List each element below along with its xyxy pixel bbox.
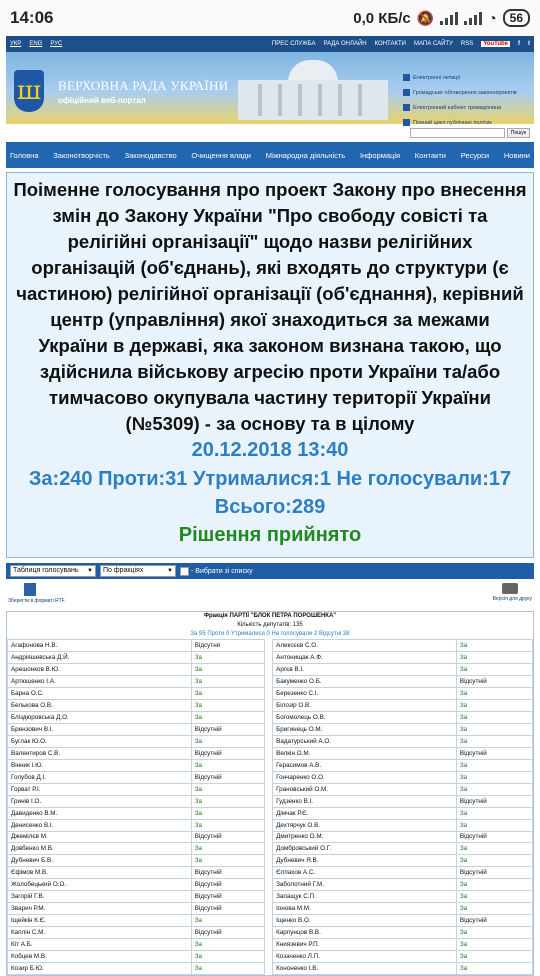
deputy-vote: Відсутній (191, 747, 265, 759)
column-gap (265, 915, 273, 927)
table-row (8, 819, 533, 831)
cabinet-icon (403, 104, 410, 111)
status-bar (0, 0, 540, 36)
table-row (8, 915, 533, 927)
deputy-name: Березенко С.І. (273, 687, 457, 699)
deputy-vote: За (456, 963, 532, 975)
column-gap (265, 771, 273, 783)
deputy-vote: За (456, 951, 532, 963)
deputy-vote: За (456, 735, 532, 747)
link-press-service[interactable]: ПРЕС СЛУЖБА (271, 41, 316, 47)
table-row (8, 651, 533, 663)
deputy-vote: За (456, 807, 532, 819)
deputy-vote: Відсутній (456, 831, 532, 843)
deputy-name: Андріяшевська Д.Й. (8, 651, 192, 663)
table-row (8, 831, 533, 843)
table-row (8, 723, 533, 735)
table-row (8, 963, 533, 975)
deputy-vote: Відсутній (191, 927, 265, 939)
status-time: 14:06 (10, 8, 54, 27)
column-gap (265, 951, 273, 963)
table-row (8, 855, 533, 867)
vote-title: Поіменне голосування про проект Закону про внесення змін до Закону України "Про свободу совісті та релігійні організації" щодо назви релігійних організацій (об'єднань), які входять до структури (є частиною) релігійної організації (об'єднання), керівний центр (управління) якої знаходиться за межами України в державі, яка законом визнана такою, що здійснила військову агресію проти України та/або тимчасово окупувала частину території України (№5309) - за основу та в цілому (13, 179, 527, 434)
table-row (8, 891, 533, 903)
column-gap (265, 843, 273, 855)
deputy-name: Агафонова Н.В. (8, 640, 192, 652)
table-row (8, 927, 533, 939)
deputy-vote: За (456, 903, 532, 915)
deputy-vote: За (456, 771, 532, 783)
main-nav (6, 142, 534, 168)
column-gap (265, 711, 273, 723)
deputy-name: Дімчак Р.Є. (273, 807, 457, 819)
wifi-icon: ◔ (488, 10, 497, 26)
table-row (8, 795, 533, 807)
deputy-vote: За (456, 927, 532, 939)
deputy-name: Голубов Д.І. (8, 771, 192, 783)
deputy-name: Іонова М.М. (273, 903, 457, 915)
deputy-vote: За (191, 807, 265, 819)
search-input[interactable] (410, 128, 505, 138)
signal-icon (440, 11, 458, 25)
quick-link-cabinet[interactable]: Електронний кабінет громадянина (403, 100, 534, 115)
column-gap (265, 939, 273, 951)
deputy-name: Білозір О.В. (273, 699, 457, 711)
table-row (8, 903, 533, 915)
site-container (6, 36, 534, 976)
faction-header (7, 612, 533, 639)
print-version-link[interactable]: Версія для друку (472, 583, 532, 602)
votes-table (7, 639, 533, 975)
link-contacts[interactable]: КОНТАКТИ (374, 41, 406, 47)
deputy-name: Кіт А.Б. (8, 939, 192, 951)
deputy-vote: Відсутній (456, 675, 532, 687)
quick-links (403, 70, 534, 130)
deputy-vote: За (191, 711, 265, 723)
chevron-down-icon: ▼ (87, 568, 93, 574)
column-gap (265, 831, 273, 843)
column-gap (265, 927, 273, 939)
deputy-vote: За (191, 783, 265, 795)
deputy-vote: За (191, 963, 265, 975)
youtube-link[interactable]: YouTube (483, 41, 508, 47)
table-row (8, 663, 533, 675)
deputy-vote: Відсутній (456, 915, 532, 927)
column-gap (265, 855, 273, 867)
deputy-vote: За (191, 951, 265, 963)
deputy-vote: Відсутній (456, 867, 532, 879)
column-gap (265, 747, 273, 759)
deputy-vote: За (456, 723, 532, 735)
deputy-name: Джемілєв М. (8, 831, 192, 843)
petition-icon (403, 74, 410, 81)
deputy-name: Книязевич Р.П. (273, 939, 457, 951)
nav-information[interactable]: Інформація (359, 150, 401, 160)
deputy-name: Давиденко В.М. (8, 807, 192, 819)
deputy-name: Горват Р.І. (8, 783, 192, 795)
deputy-vote: За (456, 711, 532, 723)
deputy-name: Козаченко Л.П. (273, 951, 457, 963)
deputy-name: Зварич Р.М. (8, 903, 192, 915)
deputy-vote: За (191, 795, 265, 807)
faction-block (6, 611, 534, 976)
signal-icon-2 (464, 11, 482, 25)
column-gap (265, 867, 273, 879)
policy-icon (403, 119, 410, 126)
table-row (8, 640, 533, 652)
deputy-name: Артюшенко І.А. (8, 675, 192, 687)
deputy-name: Брензович В.І. (8, 723, 192, 735)
deputy-name: Карпунцов В.В. (273, 927, 457, 939)
lang-rus[interactable]: РУС (50, 41, 63, 47)
deputy-name: Жолобецький О.О. (8, 879, 192, 891)
deputy-vote: За (456, 663, 532, 675)
deputy-name: Бакуменко О.Б. (273, 675, 457, 687)
network-speed: 0,0 КБ/с (353, 9, 411, 27)
save-rtf-link[interactable]: Зберегти в форматі RTF (8, 583, 78, 604)
lang-ukr[interactable]: УКР (10, 41, 22, 47)
quick-link-policy[interactable]: Повний цикл публічних політик (403, 115, 534, 130)
deputy-vote: Відсутній (191, 771, 265, 783)
quick-link-discussion[interactable]: Громадське обговорення законопроектів (403, 85, 534, 100)
deputy-vote: За (456, 640, 532, 652)
search-button[interactable]: Пошук (507, 128, 530, 138)
table-row (8, 843, 533, 855)
deputy-name: Богомолець О.В. (273, 711, 457, 723)
deputy-vote: Відсутній (191, 831, 265, 843)
deputy-vote: За (456, 939, 532, 951)
top-links-bar (6, 36, 534, 52)
deputy-vote: За (191, 759, 265, 771)
column-gap (265, 819, 273, 831)
link-sitemap[interactable]: МАПА САЙТУ (413, 41, 453, 47)
deputy-name: Іщенко В.О. (273, 915, 457, 927)
deputy-vote: За (456, 759, 532, 771)
vote-decision: Рішення прийнято (178, 524, 362, 546)
chevron-down-icon: ▼ (167, 568, 173, 574)
deputy-name: Велкін О.М. (273, 747, 457, 759)
deputy-vote: За (191, 699, 265, 711)
deputy-vote: За (456, 651, 532, 663)
column-gap (265, 651, 273, 663)
checkbox-box[interactable] (180, 567, 189, 576)
column-gap (265, 891, 273, 903)
deputy-vote: За (191, 687, 265, 699)
faction-stats: За 95 Проти 0 Утрималися 0 Не голосували 2 Відсутні 38 (190, 631, 350, 637)
document-icon (24, 583, 36, 596)
lang-eng[interactable]: ENG (29, 41, 43, 47)
discussion-icon (403, 89, 410, 96)
table-row (8, 747, 533, 759)
column-gap (265, 963, 273, 975)
nav-international[interactable]: Міжнародна діяльність (265, 150, 346, 160)
deputy-vote: Відсутній (191, 903, 265, 915)
site-subtitle: офіційний веб-портал (58, 96, 146, 105)
table-row (8, 951, 533, 963)
column-gap (265, 699, 273, 711)
deputy-vote: Відсутній (456, 747, 532, 759)
column-gap (265, 675, 273, 687)
column-gap (265, 795, 273, 807)
mute-icon: 🔕 (416, 9, 435, 26)
deputy-name: Дмитренко О.М. (273, 831, 457, 843)
twitter-icon[interactable]: t (528, 41, 530, 47)
deputy-name: Дубневич Я.В. (273, 855, 457, 867)
parliament-building-image (238, 60, 388, 122)
deputy-name: Гончаренко О.О. (273, 771, 457, 783)
table-row (8, 867, 533, 879)
deputy-vote: За (191, 915, 265, 927)
column-gap (265, 723, 273, 735)
deputy-name: Єфімов М.В. (8, 867, 192, 879)
deputy-vote: За (456, 687, 532, 699)
deputy-name: Валентиров С.В. (8, 747, 192, 759)
deputy-name: Заболотний Г.М. (273, 879, 457, 891)
table-row (8, 879, 533, 891)
deputy-vote: За (456, 879, 532, 891)
table-toolbar (6, 563, 534, 579)
deputy-vote: За (456, 855, 532, 867)
deputy-vote: За (456, 843, 532, 855)
column-gap (265, 807, 273, 819)
faction-select[interactable]: По фракціях ▼ (100, 565, 176, 577)
deputy-name: Запащук С.П. (273, 891, 457, 903)
deputy-name: Буглак Ю.О. (8, 735, 192, 747)
faction-deputies: Кількість депутатів: 135 (237, 622, 303, 628)
site-title[interactable]: ВЕРХОВНА РАДА УКРАЇНИ (58, 78, 229, 93)
deputy-vote: Відсутній (191, 891, 265, 903)
deputy-name: Алексєєв С.О. (273, 640, 457, 652)
nav-resources[interactable]: Ресурси (460, 150, 490, 160)
deputy-name: Домбровський О.Г. (273, 843, 457, 855)
table-row (8, 711, 533, 723)
column-gap (265, 735, 273, 747)
column-gap (265, 783, 273, 795)
table-row (8, 735, 533, 747)
deputy-name: Каплін С.М. (8, 927, 192, 939)
coat-of-arms-icon: ш (14, 70, 44, 112)
column-gap (265, 879, 273, 891)
deputy-vote: Відсутній (191, 879, 265, 891)
battery-indicator: 56 (503, 9, 530, 27)
nav-contacts[interactable]: Контакти (414, 150, 446, 160)
table-row (8, 939, 533, 951)
vote-total: Всього:289 (214, 496, 326, 518)
deputy-name: Іщейкін К.Є. (8, 915, 192, 927)
deputy-vote: За (191, 651, 265, 663)
deputy-vote: Відсутній (456, 795, 532, 807)
link-rss[interactable]: RSS (460, 41, 474, 47)
site-banner (6, 52, 534, 136)
deputy-name: Барна О.С. (8, 687, 192, 699)
table-row (8, 771, 533, 783)
vote-datetime: 20.12.2018 13:40 (191, 439, 349, 461)
deputy-vote: За (191, 663, 265, 675)
deputy-name: Белькова О.В. (8, 699, 192, 711)
vote-counts: За:240 Проти:31 Утрималися:1 Не голосували:17 (28, 468, 512, 490)
deputy-vote: За (191, 939, 265, 951)
column-gap (265, 759, 273, 771)
deputy-name: Гринів І.О. (8, 795, 192, 807)
table-row (8, 807, 533, 819)
deputy-vote: За (191, 843, 265, 855)
search-area (410, 128, 530, 138)
deputy-vote: Відсутній (191, 723, 265, 735)
export-bar (6, 579, 534, 611)
column-gap (265, 903, 273, 915)
deputy-vote: За (191, 855, 265, 867)
table-row (8, 699, 533, 711)
deputy-name: Герасимов А.В. (273, 759, 457, 771)
link-rada-online[interactable]: РАДА ОНЛАЙН (323, 41, 367, 47)
deputy-name: Вадатурський А.О. (273, 735, 457, 747)
deputy-name: Денисенко В.І. (8, 819, 192, 831)
deputy-name: Загорій Г.В. (8, 891, 192, 903)
deputy-vote: Відсутній (191, 867, 265, 879)
deputy-vote: За (456, 819, 532, 831)
deputy-name: Гудзенко В.І. (273, 795, 457, 807)
nav-news[interactable]: Новини (503, 150, 530, 160)
deputy-vote: За (191, 675, 265, 687)
deputy-name: Грановський О.М. (273, 783, 457, 795)
nav-lustration[interactable]: Очищення влади (191, 150, 251, 160)
deputy-vote: За (191, 735, 265, 747)
table-row (8, 687, 533, 699)
deputy-name: Антонищак А.Ф. (273, 651, 457, 663)
deputy-name: Бригинець О.М. (273, 723, 457, 735)
choose-from-list-checkbox[interactable]: - Вибрати зі списку (180, 567, 253, 576)
deputy-name: Вінник І.Ю. (8, 759, 192, 771)
quick-link-petitions[interactable]: Електронні петиції (403, 70, 534, 85)
deputy-name: Аргєв В.І. (273, 663, 457, 675)
nav-legislation[interactable]: Законодавство (124, 150, 177, 160)
table-row (8, 759, 533, 771)
deputy-name: Дехтярчук О.В. (273, 819, 457, 831)
deputy-name: Кобцев М.В. (8, 951, 192, 963)
deputy-name: Єлпахов А.С. (273, 867, 457, 879)
deputy-name: Кононенко І.В. (273, 963, 457, 975)
faction-name: Фракція ПАРТІЇ "БЛОК ПЕТРА ПОРОШЕНКА" (203, 613, 337, 619)
deputy-vote: За (456, 699, 532, 711)
table-row (8, 675, 533, 687)
deputy-name: Бліздюровська Д.О. (8, 711, 192, 723)
table-type-select[interactable]: Таблиця голосувань ▼ (10, 565, 96, 577)
deputy-name: Дубневич Б.В. (8, 855, 192, 867)
deputy-vote: Відсутня (191, 640, 265, 652)
column-gap (265, 640, 273, 652)
printer-icon (502, 583, 518, 594)
nav-home[interactable]: Головна (10, 150, 39, 160)
column-gap (265, 687, 273, 699)
deputy-name: Довбенко М.В. (8, 843, 192, 855)
deputy-vote: За (191, 819, 265, 831)
deputy-name: Арешонков В.Ю. (8, 663, 192, 675)
nav-lawmaking[interactable]: Законотворчість (53, 150, 110, 160)
facebook-icon[interactable]: f (518, 41, 520, 47)
deputy-vote: За (456, 783, 532, 795)
column-gap (265, 663, 273, 675)
table-row (8, 783, 533, 795)
deputy-name: Козир Б.Ю. (8, 963, 192, 975)
vote-summary (6, 172, 534, 558)
deputy-vote: За (456, 891, 532, 903)
